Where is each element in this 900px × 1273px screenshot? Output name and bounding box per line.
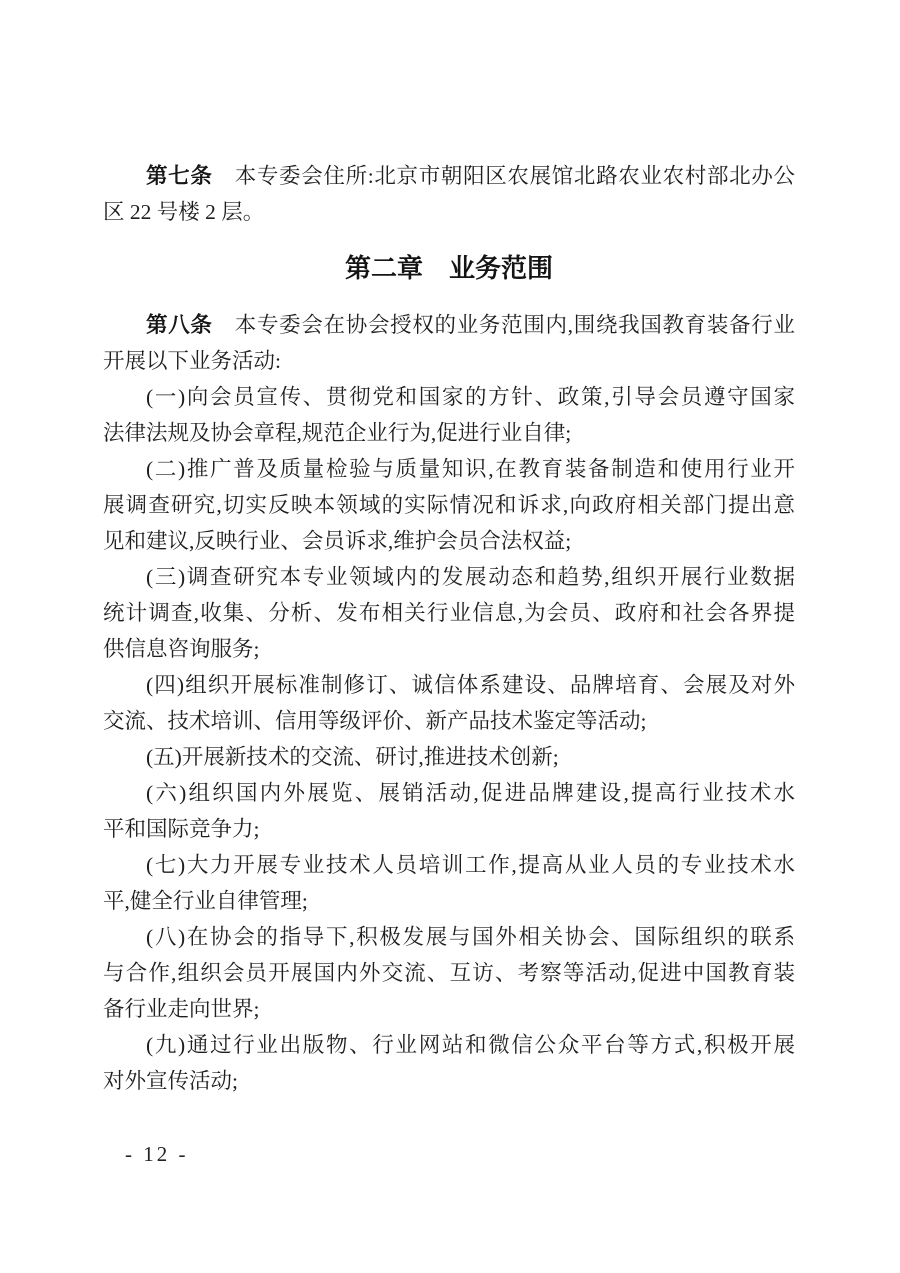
- body-line: 备行业走向世界;: [103, 997, 260, 1021]
- body-line: (六)组织国内外展览、展销活动,促进品牌建设,提高行业技术水: [146, 781, 795, 805]
- body-line: (一)向会员宣传、贯彻党和国家的方针、政策,引导会员遵守国家: [146, 385, 795, 409]
- body-line: (三)调查研究本专业领域内的发展动态和趋势,组织开展行业数据: [146, 565, 795, 589]
- body-line: 见和建议,反映行业、会员诉求,维护会员合法权益;: [103, 529, 572, 553]
- body-line: 统计调查,收集、分析、发布相关行业信息,为会员、政府和社会各界提: [103, 601, 795, 625]
- body-line: 开展以下业务活动:: [103, 349, 281, 373]
- body-line: (七)大力开展专业技术人员培训工作,提高从业人员的专业技术水: [146, 853, 795, 877]
- body-line: 第八条 本专委会在协会授权的业务范围内,围绕我国教育装备行业: [146, 313, 795, 337]
- body-line: 平,健全行业自律管理;: [103, 889, 308, 913]
- body-line: (八)在协会的指导下,积极发展与国外相关协会、国际组织的联系: [146, 925, 795, 949]
- body-line: 与合作,组织会员开展国内外交流、互访、考察等活动,促进中国教育装: [103, 961, 795, 985]
- body-line: 平和国际竞争力;: [103, 817, 260, 841]
- chapter-heading: 第二章 业务范围: [344, 253, 553, 283]
- article-number: 第八条: [146, 313, 213, 337]
- body-line: 对外宣传活动;: [103, 1069, 238, 1093]
- body-line: 供信息咨询服务;: [103, 637, 260, 661]
- body-line: (四)组织开展标准制修订、诚信体系建设、品牌培育、会展及对外: [146, 673, 795, 697]
- article-number: 第七条: [146, 164, 213, 188]
- body-line: 法律法规及协会章程,规范企业行为,促进行业自律;: [103, 421, 572, 445]
- body-line: (九)通过行业出版物、行业网站和微信公众平台等方式,积极开展: [146, 1033, 795, 1057]
- body-line: 交流、技术培训、信用等级评价、新产品技术鉴定等活动;: [103, 709, 647, 733]
- page-number: - 12 -: [125, 1142, 189, 1166]
- body-line: 第七条 本专委会住所:北京市朝阳区农展馆北路农业农村部北办公: [146, 164, 795, 188]
- body-line: (二)推广普及质量检验与质量知识,在教育装备制造和使用行业开: [146, 457, 795, 481]
- body-line: 展调查研究,切实反映本领域的实际情况和诉求,向政府相关部门提出意: [103, 493, 795, 517]
- document-body: [103, 158, 795, 1099]
- body-line: (五)开展新技术的交流、研讨,推进技术创新;: [146, 745, 559, 769]
- body-line: 区 22 号楼 2 层。: [103, 200, 265, 224]
